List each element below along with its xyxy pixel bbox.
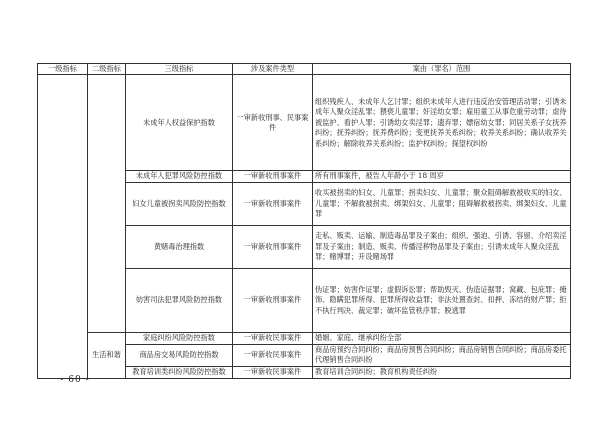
indicator-cell: 妇女儿童被拐卖风险防控指数 — [126, 182, 233, 225]
case-type-cell: 一审新收民事案件 — [233, 332, 313, 344]
scope-cell: 商品房预约合同纠纷；商品房预售合同纠纷；商品房销售合同纠纷；商品房委托代理销售合同纠纷 — [313, 344, 571, 366]
header-scope: 案由（罪名）范围 — [313, 64, 571, 75]
header-level2: 二级指标 — [88, 64, 126, 75]
case-type-cell: 一审新收刑事、民事案件 — [233, 75, 313, 171]
indicator-cell: 黄赌毒治理指数 — [126, 225, 233, 268]
indicator-cell: 家庭纠纷风险防控指数 — [126, 332, 233, 344]
indicator-cell: 商品房交易风险防控指数 — [126, 344, 233, 366]
scope-cell: 所有刑事案件，被告人年龄小于 18 周岁 — [313, 171, 571, 182]
case-type-cell: 一审新收刑事案件 — [233, 182, 313, 225]
level2-group-label: 生活和谐 — [88, 332, 126, 378]
scope-cell: 组织残疾人、未成年人乞讨罪；组织未成年人进行违反治安管理活动罪；引诱未成年人聚众淫乱罪；猥亵儿童罪；奸淫幼女罪；雇用童工从事危重劳动罪；虐待被监护、看护人罪；引诱幼女卖淫罪；遗弃罪；嫖宿幼女罪；同居关系子女抚养纠纷；抚养纠纷；抚养费纠纷；变更抚养关系纠纷；收养关系纠纷；确认收养关系纠纷；解除收养关系纠纷；监护权纠纷；探望权纠纷 — [313, 75, 571, 171]
table-row — [38, 75, 571, 171]
level2-cell-upper — [88, 75, 126, 332]
case-type-cell: 一审新收刑事案件 — [233, 225, 313, 268]
scope-cell: 收买被拐卖的妇女、儿童罪；拐卖妇女、儿童罪；聚众阻碍解救被收买的妇女、儿童罪；不解救被拐卖、绑架妇女、儿童罪；阻碍解救被拐卖、绑架妇女、儿童罪 — [313, 182, 571, 225]
table-row — [38, 332, 571, 344]
header-case-type: 涉及案件类型 — [233, 64, 313, 75]
case-type-cell: 一审新收刑事案件 — [233, 171, 313, 182]
header-level3: 三级指标 — [126, 64, 233, 75]
page-number: - 60 - — [60, 375, 90, 385]
level1-cell — [38, 75, 88, 378]
indicator-cell: 教育培训类纠纷风险防控指数 — [126, 366, 233, 378]
scope-cell: 伪证罪；妨害作证罪；虚假诉讼罪；帮助毁灭、伪造证据罪；窝藏、包庇罪；掩饰、隐瞒犯罪所得、犯罪所得收益罪；非法处置查封、扣押、冻结的财产罪；拒不执行判决、裁定罪；破坏监管秩序罪；脱逃罪 — [313, 268, 571, 332]
scope-cell: 教育培训合同纠纷；教育机构责任纠纷 — [313, 366, 571, 378]
scope-cell: 婚姻、家庭、继承纠纷全部 — [313, 332, 571, 344]
indicator-cell: 未成年人权益保护指数 — [126, 75, 233, 171]
case-type-cell: 一审新收民事案件 — [233, 344, 313, 366]
indicator-cell: 妨害司法犯罪风险防控指数 — [126, 268, 233, 332]
case-type-cell: 一审新收民事案件 — [233, 366, 313, 378]
index-table — [37, 63, 571, 379]
case-type-cell: 一审新收刑事案件 — [233, 268, 313, 332]
scope-cell: 走私、贩卖、运输、制造毒品罪及子案由；组织、强迫、引诱、容留、介绍卖淫罪及子案由；制造、贩卖、传播淫秽物品罪及子案由；引诱未成年人聚众淫乱罪；赌博罪；开设赌场罪 — [313, 225, 571, 268]
indicator-cell: 未成年人犯罪风险防控指数 — [126, 171, 233, 182]
table-header-row — [38, 64, 571, 75]
header-level1: 一级指标 — [38, 64, 88, 75]
